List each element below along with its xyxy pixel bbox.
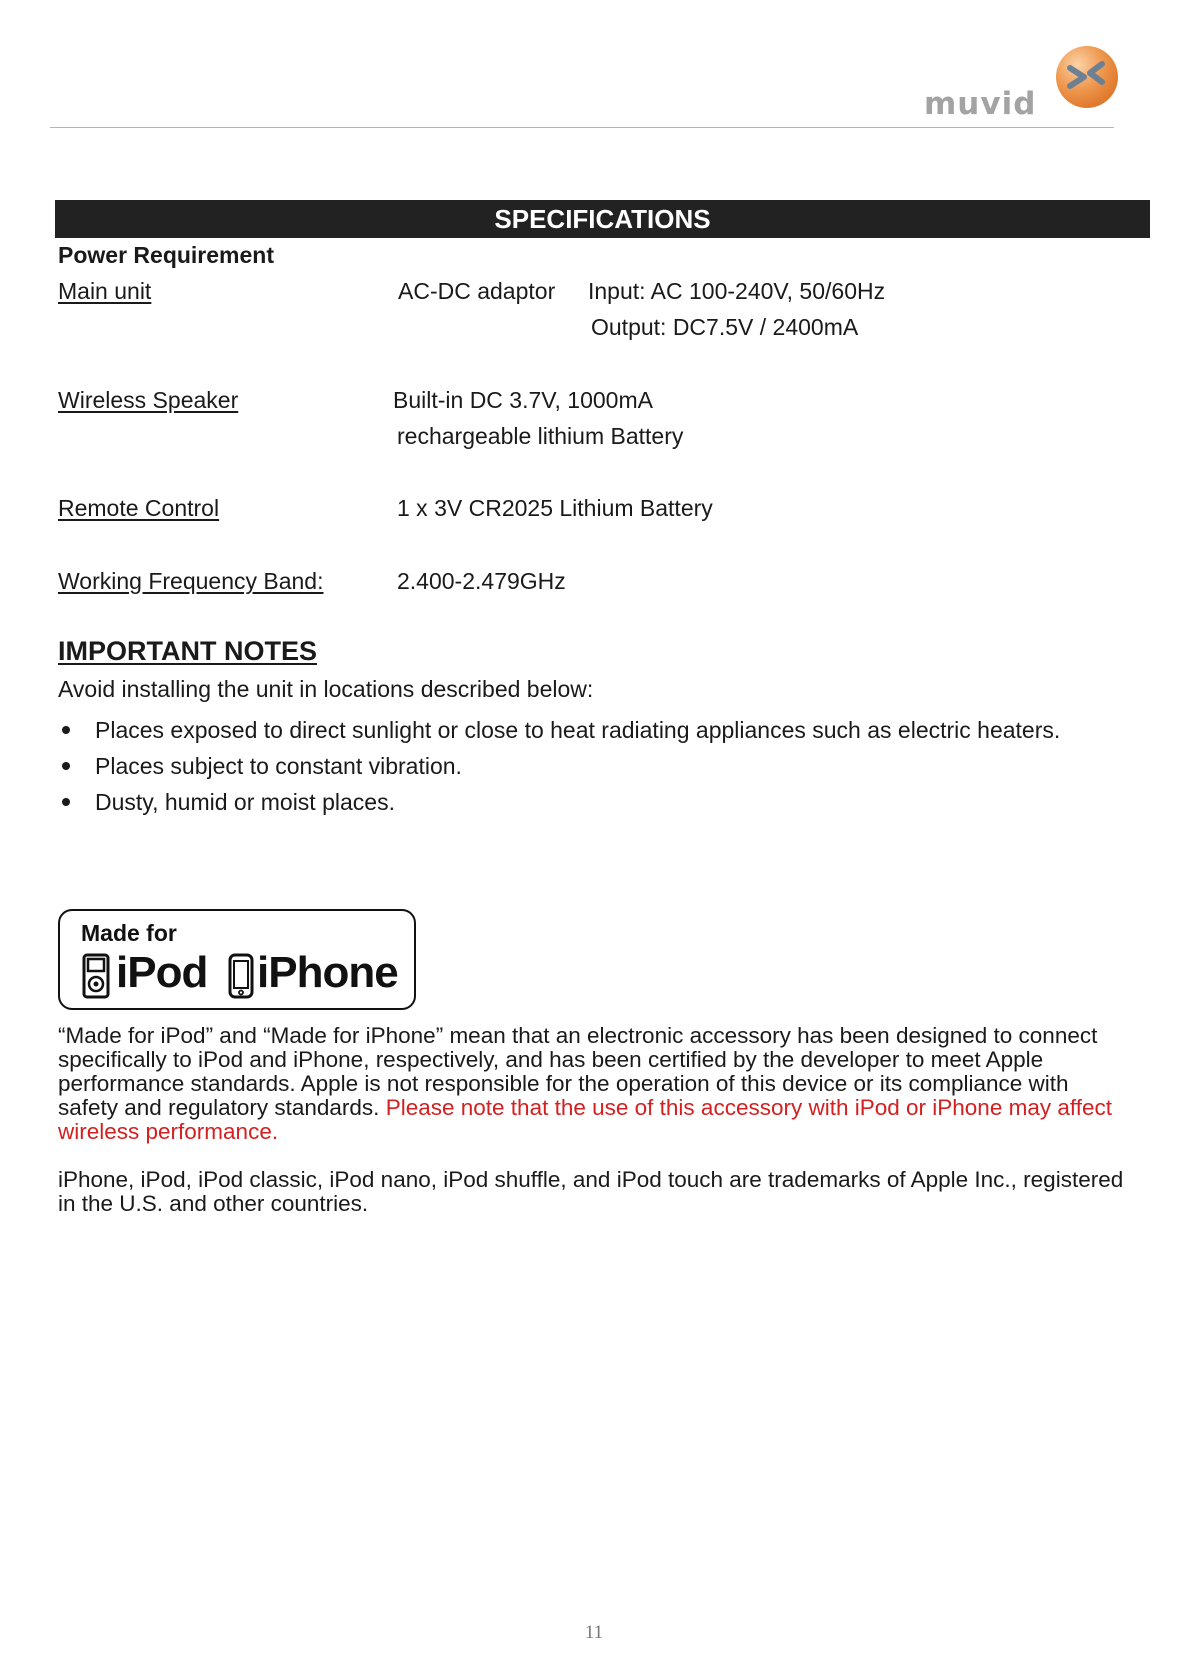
muvid-logo: [924, 44, 1124, 124]
main-unit-type: AC-DC adaptor: [398, 278, 556, 304]
frequency-band-label: Working Frequency Band:: [58, 568, 324, 594]
page-number: 11: [584, 1622, 604, 1643]
logo-emblem-icon: [1054, 44, 1120, 110]
notes-list: [58, 712, 1060, 820]
wireless-performance-warning: Please note that the use of this accessory with iPod or iPhone may affect wireless performance.: [58, 1095, 1112, 1144]
badge-iphone-text: iPhone: [257, 948, 398, 997]
ipod-device-icon: [82, 953, 110, 999]
made-for-ipod-iphone-badge: [58, 909, 416, 1010]
important-notes-heading: IMPORTANT NOTES: [58, 636, 317, 666]
made-for-paragraph: [58, 1024, 1128, 1144]
list-item-text: Places exposed to direct sunlight or close to heat radiating appliances such as electric heaters.: [95, 717, 1061, 743]
wireless-speaker-line2: rechargeable lithium Battery: [397, 423, 684, 449]
list-item-text: Dusty, humid or moist places.: [95, 789, 395, 815]
remote-control-label: Remote Control: [58, 495, 220, 521]
bullet-icon: [62, 726, 70, 734]
notes-intro: Avoid installing the unit in locations described below:: [58, 676, 594, 702]
power-requirement-heading: Power Requirement: [58, 242, 274, 268]
trademark-paragraph: iPhone, iPod, iPod classic, iPod nano, iPod shuffle, and iPod touch are trademarks of Apple Inc., registered in the U.S. and other countries.: [58, 1167, 1124, 1216]
bullet-icon: [62, 798, 70, 806]
list-item: [58, 712, 1060, 748]
main-unit-label: Main unit: [58, 278, 152, 304]
remote-control-value: 1 x 3V CR2025 Lithium Battery: [397, 495, 713, 521]
logo-wordmark: muvid: [924, 86, 1037, 122]
specifications-title-bar: SPECIFICATIONS: [55, 200, 1150, 238]
frequency-band-value: 2.400-2.479GHz: [397, 568, 566, 594]
bullet-icon: [62, 762, 70, 770]
header-divider: [50, 127, 1114, 128]
wireless-speaker-line1: Built-in DC 3.7V, 1000mA: [393, 387, 653, 413]
badge-made-for-text: Made for: [81, 920, 177, 946]
made-for-paragraph-text: “Made for iPod” and “Made for iPhone” mean that an electronic accessory has been designed to connect specifically to iPod and iPhone, respectively, and has been certified by the developer to meet Apple performance standards. Apple is not responsible for the operation of this device or its compliance with safety and regulatory standards.: [58, 1023, 1098, 1120]
iphone-device-icon: [228, 953, 254, 999]
list-item: [58, 748, 1060, 784]
wireless-speaker-label: Wireless Speaker: [58, 387, 239, 413]
list-item: [58, 784, 1060, 820]
main-unit-input: Input: AC 100-240V, 50/60Hz: [588, 278, 886, 304]
badge-ipod-text: iPod: [116, 948, 208, 997]
main-unit-output: Output: DC7.5V / 2400mA: [591, 314, 859, 340]
list-item-text: Places subject to constant vibration.: [95, 753, 462, 779]
